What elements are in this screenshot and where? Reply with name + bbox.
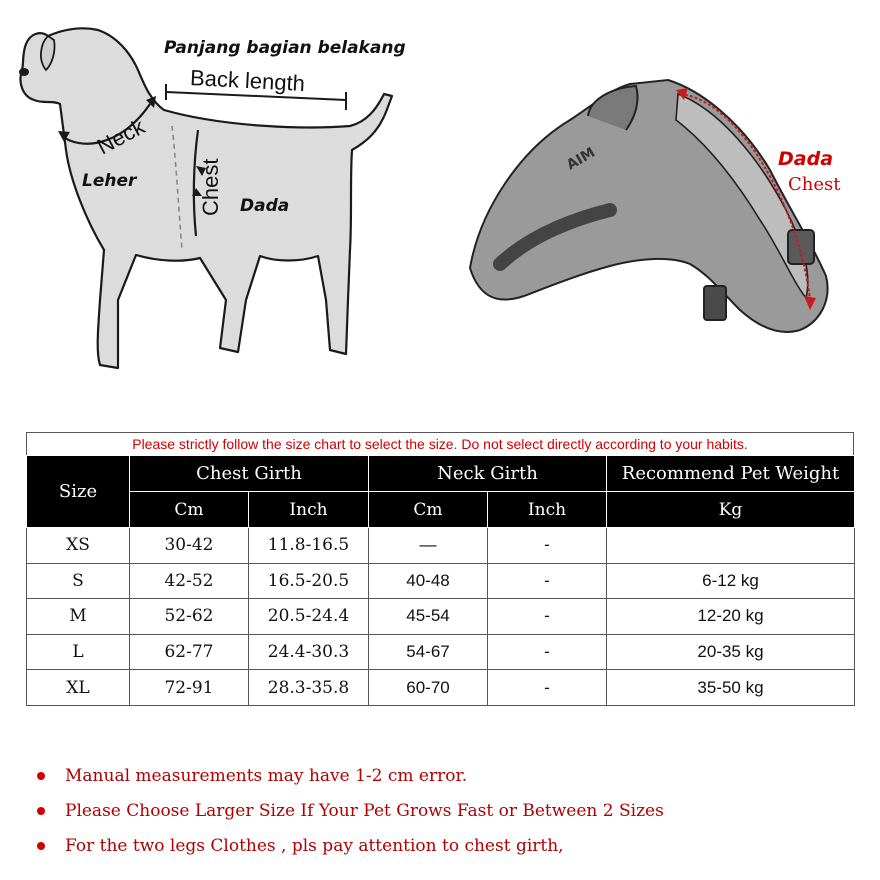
harness-buckle xyxy=(788,230,814,264)
cell-weight: 6-12 kg xyxy=(607,563,855,599)
notes-list xyxy=(30,758,860,863)
cell-neck-inch: - xyxy=(488,634,607,670)
list-item xyxy=(30,793,860,828)
cell-chest-cm: 30-42 xyxy=(130,528,249,564)
cell-chest-inch: 24.4-30.3 xyxy=(249,634,369,670)
table-row xyxy=(27,670,855,706)
cell-chest-cm: 52-62 xyxy=(130,599,249,635)
harness-chest-en-label: Chest xyxy=(788,174,841,195)
cell-chest-inch: 28.3-35.8 xyxy=(249,670,369,706)
header-size: Size xyxy=(27,456,130,528)
note-text: Please Choose Larger Size If Your Pet Grows Fast or Between 2 Sizes xyxy=(65,800,664,821)
cell-neck-cm: 45-54 xyxy=(369,599,488,635)
bullet-icon xyxy=(37,772,45,780)
chest-en-label: Chest xyxy=(198,158,223,216)
neck-id-label: Leher xyxy=(82,171,137,191)
bullet-icon xyxy=(37,842,45,850)
cell-neck-inch: - xyxy=(488,670,607,706)
header-neck-girth: Neck Girth xyxy=(369,456,607,492)
cell-weight xyxy=(607,528,855,564)
harness-strap-buckle xyxy=(704,286,726,320)
size-chart-notice: Please strictly follow the size chart to select the size. Do not select directly according to your habits. xyxy=(26,432,854,455)
size-table xyxy=(26,455,855,706)
note-text: Manual measurements may have 1-2 cm error. xyxy=(65,765,468,786)
subheader-row xyxy=(27,492,855,528)
cell-size: XS xyxy=(27,528,130,564)
size-chart xyxy=(26,432,854,706)
cell-weight: 12-20 kg xyxy=(607,599,855,635)
cell-neck-inch: - xyxy=(488,599,607,635)
subheader-neck-cm: Cm xyxy=(369,492,488,528)
header-weight: Recommend Pet Weight xyxy=(607,456,855,492)
subheader-weight-kg: Kg xyxy=(607,492,855,528)
cell-neck-cm: — xyxy=(369,528,488,564)
table-row xyxy=(27,634,855,670)
cell-neck-cm: 60-70 xyxy=(369,670,488,706)
cell-neck-inch: - xyxy=(488,528,607,564)
cell-weight: 20-35 kg xyxy=(607,634,855,670)
harness-illustration xyxy=(440,60,860,350)
dog-nose xyxy=(19,68,29,76)
subheader-chest-inch: Inch xyxy=(249,492,369,528)
back-length-en-label: Back length xyxy=(189,65,306,96)
table-row xyxy=(27,599,855,635)
harness-chest-id-label: Dada xyxy=(778,148,834,170)
table-row xyxy=(27,563,855,599)
cell-chest-cm: 72-91 xyxy=(130,670,249,706)
neck-en-label: Neck xyxy=(92,113,149,160)
harness-strap-text: AIM xyxy=(564,144,598,174)
cell-chest-inch: 11.8-16.5 xyxy=(249,528,369,564)
bullet-icon xyxy=(37,807,45,815)
cell-size: XL xyxy=(27,670,130,706)
cell-neck-cm: 40-48 xyxy=(369,563,488,599)
cell-size: S xyxy=(27,563,130,599)
table-row xyxy=(27,528,855,564)
chest-id-label: Dada xyxy=(240,196,290,216)
subheader-chest-cm: Cm xyxy=(130,492,249,528)
cell-weight: 35-50 kg xyxy=(607,670,855,706)
list-item xyxy=(30,828,860,863)
header-chest-girth: Chest Girth xyxy=(130,456,369,492)
illustrations xyxy=(0,0,880,400)
list-item xyxy=(30,758,860,793)
cell-chest-cm: 62-77 xyxy=(130,634,249,670)
cell-neck-inch: - xyxy=(488,563,607,599)
cell-chest-cm: 42-52 xyxy=(130,563,249,599)
cell-size: M xyxy=(27,599,130,635)
cell-size: L xyxy=(27,634,130,670)
cell-neck-cm: 54-67 xyxy=(369,634,488,670)
cell-chest-inch: 20.5-24.4 xyxy=(249,599,369,635)
header-row xyxy=(27,456,855,492)
back-length-id-label: Panjang bagian belakang xyxy=(164,38,406,58)
cell-chest-inch: 16.5-20.5 xyxy=(249,563,369,599)
subheader-neck-inch: Inch xyxy=(488,492,607,528)
note-text: For the two legs Clothes , pls pay attention to chest girth, xyxy=(65,835,564,856)
